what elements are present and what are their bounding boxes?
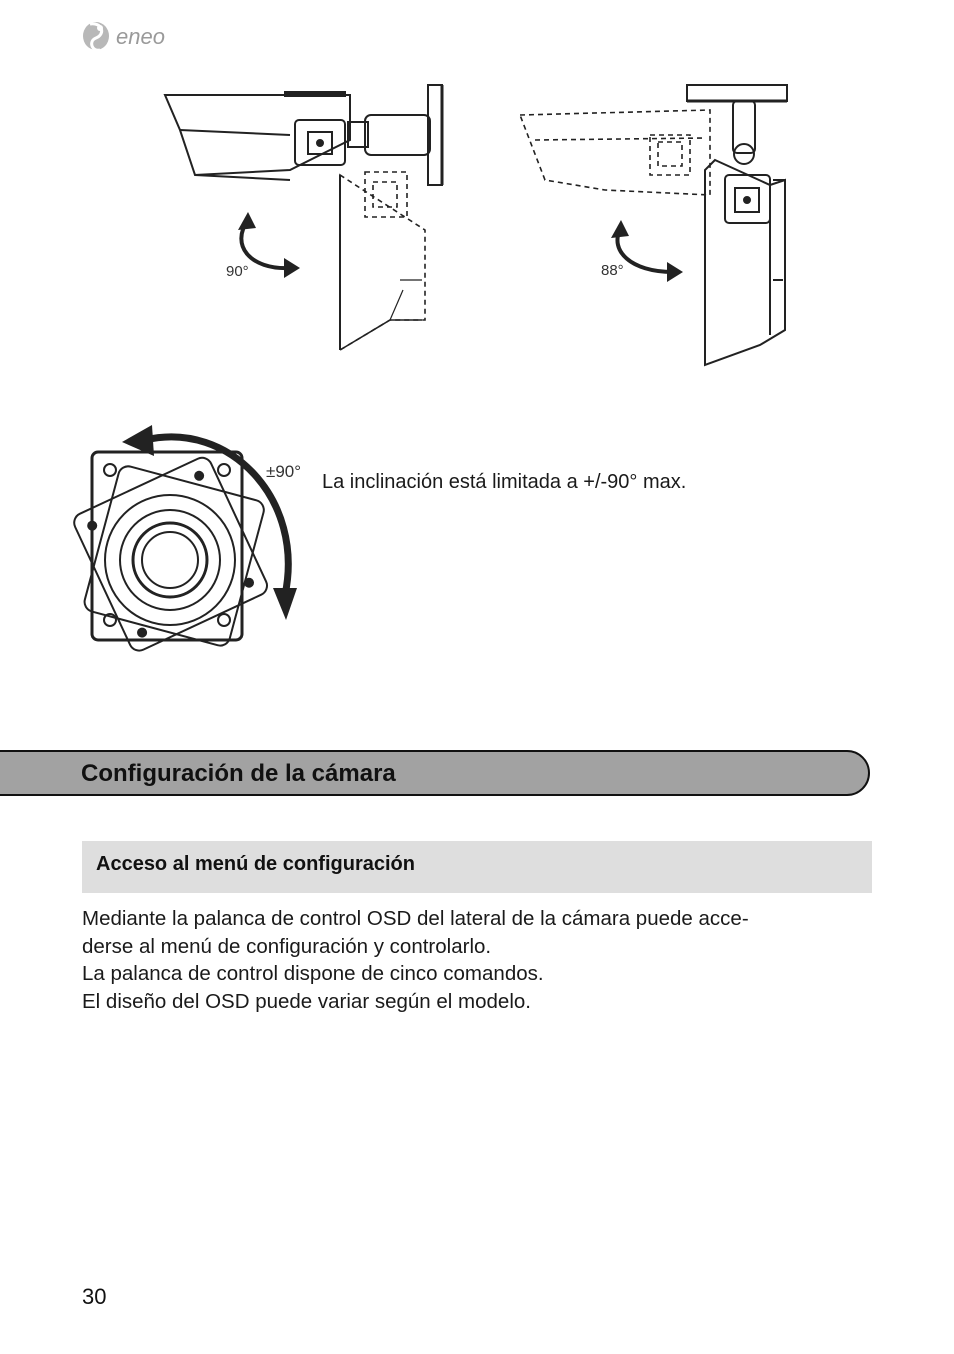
body-text	[82, 905, 872, 1015]
rotation-angle-label: ±90°	[266, 462, 302, 481]
camera-tilt-88-diagram	[515, 80, 805, 370]
brand-name: eneo	[116, 24, 165, 49]
page-number: 30	[82, 1284, 107, 1309]
brand-logo	[80, 16, 190, 60]
tilt-angle-label: 88°	[601, 262, 624, 279]
body-line: Mediante la palanca de control OSD del lateral de la cámara puede acce-	[82, 907, 749, 930]
subsection-title: Acceso al menú de configuración	[96, 853, 415, 875]
rotation-note: La inclinación está limitada a +/-90° max.	[322, 471, 687, 493]
body-line: derse al menú de configuración y controlarlo.	[82, 934, 492, 958]
camera-tilt-90-diagram	[160, 80, 460, 360]
tilt-angle-label: 90°	[226, 263, 249, 280]
body-line: La palanca de control dispone de cinco comandos.	[82, 962, 544, 985]
eneo-swirl-icon	[83, 22, 109, 50]
section-title: Configuración de la cámara	[81, 760, 396, 787]
body-line: El diseño del OSD puede variar según el modelo.	[82, 989, 531, 1013]
camera-rotation-diagram	[80, 420, 320, 660]
